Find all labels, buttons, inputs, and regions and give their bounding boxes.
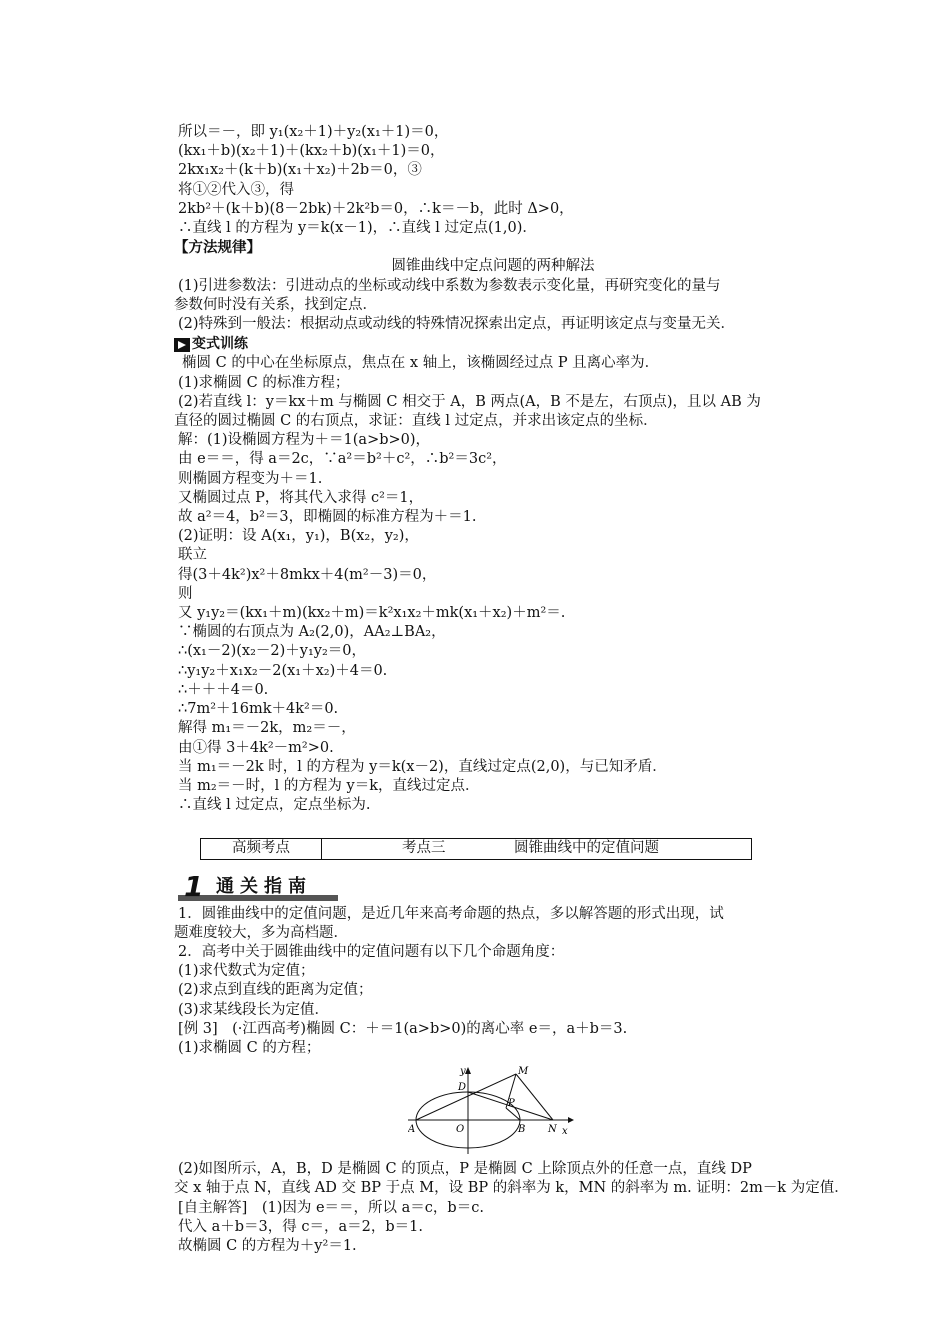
text-line: 当 m₁＝－2k 时，l 的方程为 y＝k(x－2)，直线过定点(2,0)，与已知矛盾．: [178, 758, 667, 775]
text-line: 解：(1)设椭圆方程为＋＝1(a>b>0)，: [178, 432, 431, 449]
text-line: 则: [178, 585, 193, 602]
text-line: ∴(x₁－2)(x₂－2)＋y₁y₂＝0，: [178, 643, 367, 660]
label-O: O: [456, 1124, 465, 1136]
method-heading: 【方法规律】: [174, 239, 261, 257]
document-body: [174, 123, 849, 1256]
text-line: (2)证明：设 A(x₁，y₁)，B(x₂，y₂)，: [178, 528, 419, 545]
text-line: (2)特殊到一般法：根据动点或动线的特殊情况探索出定点，再证明该定点与变量无关．: [178, 316, 736, 333]
topic-table: [200, 838, 752, 859]
text-line: 2．高考中关于圆锥曲线中的定值问题有以下几个命题角度：: [178, 943, 565, 960]
text-line: 交 x 轴于点 N，直线 AD 交 BP 于点 M，设 BP 的斜率为 k，MN 的斜率为 m. 证明：2m－k 为定值．: [174, 1180, 849, 1197]
text-line: 参数何时没有关系，找到定点．: [174, 296, 377, 313]
label-x: x: [562, 1126, 568, 1138]
play-triangle-icon: [174, 338, 190, 352]
text-line: [自主解答] (1)因为 e＝＝，所以 a＝c，b＝c.: [178, 1199, 484, 1216]
guide-header: [178, 869, 818, 903]
text-line: (1)引进参数法：引进动点的坐标或动线中系数为参数表示变化量，再研究变化的量与: [178, 277, 721, 294]
text-line: 题难度较大，多为高档题．: [174, 924, 348, 941]
text-line: 由①得 3＋4k²－m²>0.: [178, 739, 334, 756]
table-cell-topic-title: 圆锥曲线中的定值问题: [468, 839, 752, 859]
text-line: 将①②代入③，得: [178, 181, 294, 198]
text-line: ∴＋＋＋4＝0.: [178, 681, 269, 698]
text-line: ∴直线 l 的方程为 y＝k(x－1)，∴直线 l 过定点(1,0)．: [178, 220, 537, 237]
text-line: 椭圆 C 的中心在坐标原点，焦点在 x 轴上，该椭圆经过点 P 且离心率为．: [182, 355, 660, 372]
text-line: 所以＝－，即 y₁(x₂＋1)＋y₂(x₁＋1)＝0，: [178, 124, 449, 140]
text-line: 则椭圆方程变为＋＝1.: [178, 470, 323, 487]
text-line: 故 a²＝4，b²＝3，即椭圆的标准方程为＋＝1.: [178, 509, 477, 526]
text-line: ∴y₁y₂＋x₁x₂－2(x₁＋x₂)＋4＝0.: [178, 662, 388, 679]
method-title: 圆锥曲线中定点问题的两种解法: [391, 258, 595, 275]
label-B: B: [518, 1124, 526, 1136]
text-line: (2)如图所示，A，B，D 是椭圆 C 的顶点，P 是椭圆 C 上除顶点外的任意一点，直线 DP: [178, 1161, 752, 1178]
text-line: ∴直线 l 过定点，定点坐标为.: [178, 797, 371, 814]
text-line: 得(3＋4k²)x²＋8mkx＋4(m²－3)＝0，: [178, 566, 437, 583]
text-line: 1．圆锥曲线中的定值问题，是近几年来高考命题的热点，多以解答题的形式出现，试: [178, 905, 724, 922]
text-line: 又椭圆过点 P，将其代入求得 c²＝1，: [178, 489, 424, 506]
text-line: (1)求椭圆 C 的方程；: [178, 1039, 321, 1056]
text-line: (1)求椭圆 C 的标准方程；: [178, 374, 350, 391]
label-D: D: [458, 1082, 467, 1094]
text-line: (1)求代数式为定值；: [178, 963, 315, 980]
label-N: N: [548, 1124, 557, 1136]
variant-training-header: [174, 335, 818, 354]
solution-continuation: [178, 123, 818, 238]
guide-number: 1: [184, 869, 204, 903]
text-line: 由 e＝＝，得 a＝2c，∵a²＝b²＋c²，∴b²＝3c²，: [178, 451, 507, 468]
text-line: 2kb²＋(k＋b)(8－2bk)＋2k²b＝0，∴k＝－b，此时 Δ>0，: [178, 200, 574, 217]
text-line: 又 y₁y₂＝(kx₁＋m)(kx₂＋m)＝k²x₁x₂＋mk(x₁＋x₂)＋m²＝.: [178, 605, 566, 622]
text-line: (kx₁＋b)(x₂＋1)＋(kx₂＋b)(x₁＋1)＝0，: [178, 143, 445, 160]
variant-label: 变式训练: [192, 336, 248, 353]
ellipse-diagram: [408, 1064, 578, 1156]
table-cell-topic-type: 高频考点: [201, 839, 322, 859]
ellipse-figure: [178, 1064, 818, 1156]
text-line: ∴7m²＋16mk＋4k²＝0.: [178, 701, 339, 718]
guide-title: 通关指南: [216, 875, 312, 897]
text-line: 当 m₂＝－时，l 的方程为 y＝k，直线过定点．: [178, 777, 480, 794]
label-P: P: [508, 1098, 515, 1110]
text-line: ∵椭圆的右顶点为 A₂(2,0)，AA₂⊥BA₂，: [178, 624, 446, 641]
text-line: 解得 m₁＝－2k，m₂＝－，: [178, 720, 356, 737]
text-line: 联立: [178, 547, 207, 564]
text-line: 故椭圆 C 的方程为＋y²＝1.: [178, 1237, 357, 1254]
text-line: 代入 a＋b＝3，得 c＝，a＝2，b＝1.: [178, 1218, 423, 1235]
text-line: (2)若直线 l：y＝kx＋m 与椭圆 C 相交于 A，B 两点(A，B 不是左，右顶点)，且以 AB 为: [178, 393, 761, 410]
label-A: A: [408, 1124, 416, 1136]
text-line: (2)求点到直线的距离为定值；: [178, 982, 373, 999]
text-line: 直径的圆过椭圆 C 的右顶点，求证：直线 l 过定点，并求出该定点的坐标．: [174, 413, 658, 430]
text-line: 2kx₁x₂＋(k＋b)(x₁＋x₂)＋2b＝0，③: [178, 162, 422, 179]
text-line: [例 3] (·江西高考)椭圆 C：＋＝1(a>b>0)的离心率 e＝，a＋b＝3.: [178, 1020, 628, 1037]
text-line: (3)求某线段长为定值．: [178, 1001, 330, 1018]
label-M: M: [518, 1066, 529, 1078]
label-y: y: [460, 1066, 466, 1078]
table-row: [201, 839, 752, 859]
table-cell-topic-number: 考点三: [322, 839, 469, 859]
